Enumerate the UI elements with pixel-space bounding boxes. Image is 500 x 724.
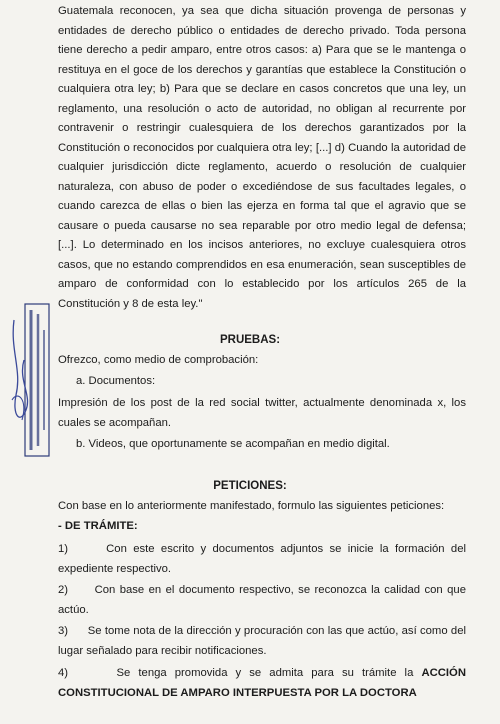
peticion-number: 3) (58, 625, 69, 637)
lawyer-stamp-signature (8, 300, 56, 460)
peticion-item-1 (58, 540, 466, 579)
peticion-text: Se tenga promovida y se admita para su trámite la (116, 667, 414, 679)
peticion-text: Con este escrito y documentos adjuntos se inicie la formación del expediente respectivo. (58, 543, 467, 575)
peticion-number: 1) (58, 543, 69, 555)
peticion-item-4 (58, 664, 466, 703)
pruebas-intro: Ofrezco, como medio de comprobación: (58, 354, 259, 366)
pruebas-item-a-desc: Impresión de los post de la red social twitter, actualmente denominada x, los cuales se acompañan. (58, 397, 466, 429)
peticiones-subheading: - DE TRÁMITE: (58, 520, 138, 532)
pruebas-item-b: b. Videos, que oportunamente se acompañan en medio digital. (76, 438, 390, 450)
peticiones-heading: PETICIONES: (213, 480, 287, 492)
peticion-text: Con base en el documento respectivo, se reconozca la calidad con que actúo. (58, 584, 466, 616)
quote-paragraph: Guatemala reconocen, ya sea que dicha situación provenga de personas y entidades de derecho público o entidades de derecho privado. Toda persona tiene derecho a pedir amparo, entre otros casos: a) Para que se le mantenga o restituya en el goce de los derechos y garantías que establece la Constitución o cualquiera otra ley; b) Para que se declare en casos concretos que una ley, un reglamento, una resolución o acto de autoridad, no obligan al recurrente por contravenir o restringir cualesquiera de los derechos garantizados por la Constitución o reconocidos por cualquiera otra ley; [...] d) Cuando la autoridad de cualquier jurisdicción dicte reglamento, acuerdo o resolución de cualquier naturaleza, con abuso de poder o excediéndose de sus facultades legales, o cuando carezca de ellas o bien las ejerza en forma tal que el agravio que se causare o pueda causarse no sea reparable por otro medio legal de defensa; [...]. Lo determinado en los incisos anteriores, no excluye cualesquiera otros casos, que no estando comprendidos en esa enumeración, sean susceptibles de amparo de conformidad con lo establecido por los artículos 265 de la Constitución y 8 de esta ley." (58, 5, 466, 310)
peticion-bold-text: ACCIÓN CONSTITUCIONAL DE AMPARO INTERPUESTA POR LA DOCTORA (58, 667, 466, 699)
peticion-item-2 (58, 581, 466, 620)
peticion-number: 4) (58, 667, 69, 679)
pruebas-heading: PRUEBAS: (219, 334, 281, 346)
peticion-item-3 (58, 622, 466, 661)
pruebas-item-a: a. Documentos: (76, 375, 156, 387)
peticion-text: Se tome nota de la dirección y procuración con las que actúo, así como del lugar señalado para recibir notificaciones. (58, 625, 466, 657)
peticion-number: 2) (58, 584, 69, 596)
peticiones-intro: Con base en lo anteriormente manifestado, formulo las siguientes peticiones: (58, 500, 445, 512)
